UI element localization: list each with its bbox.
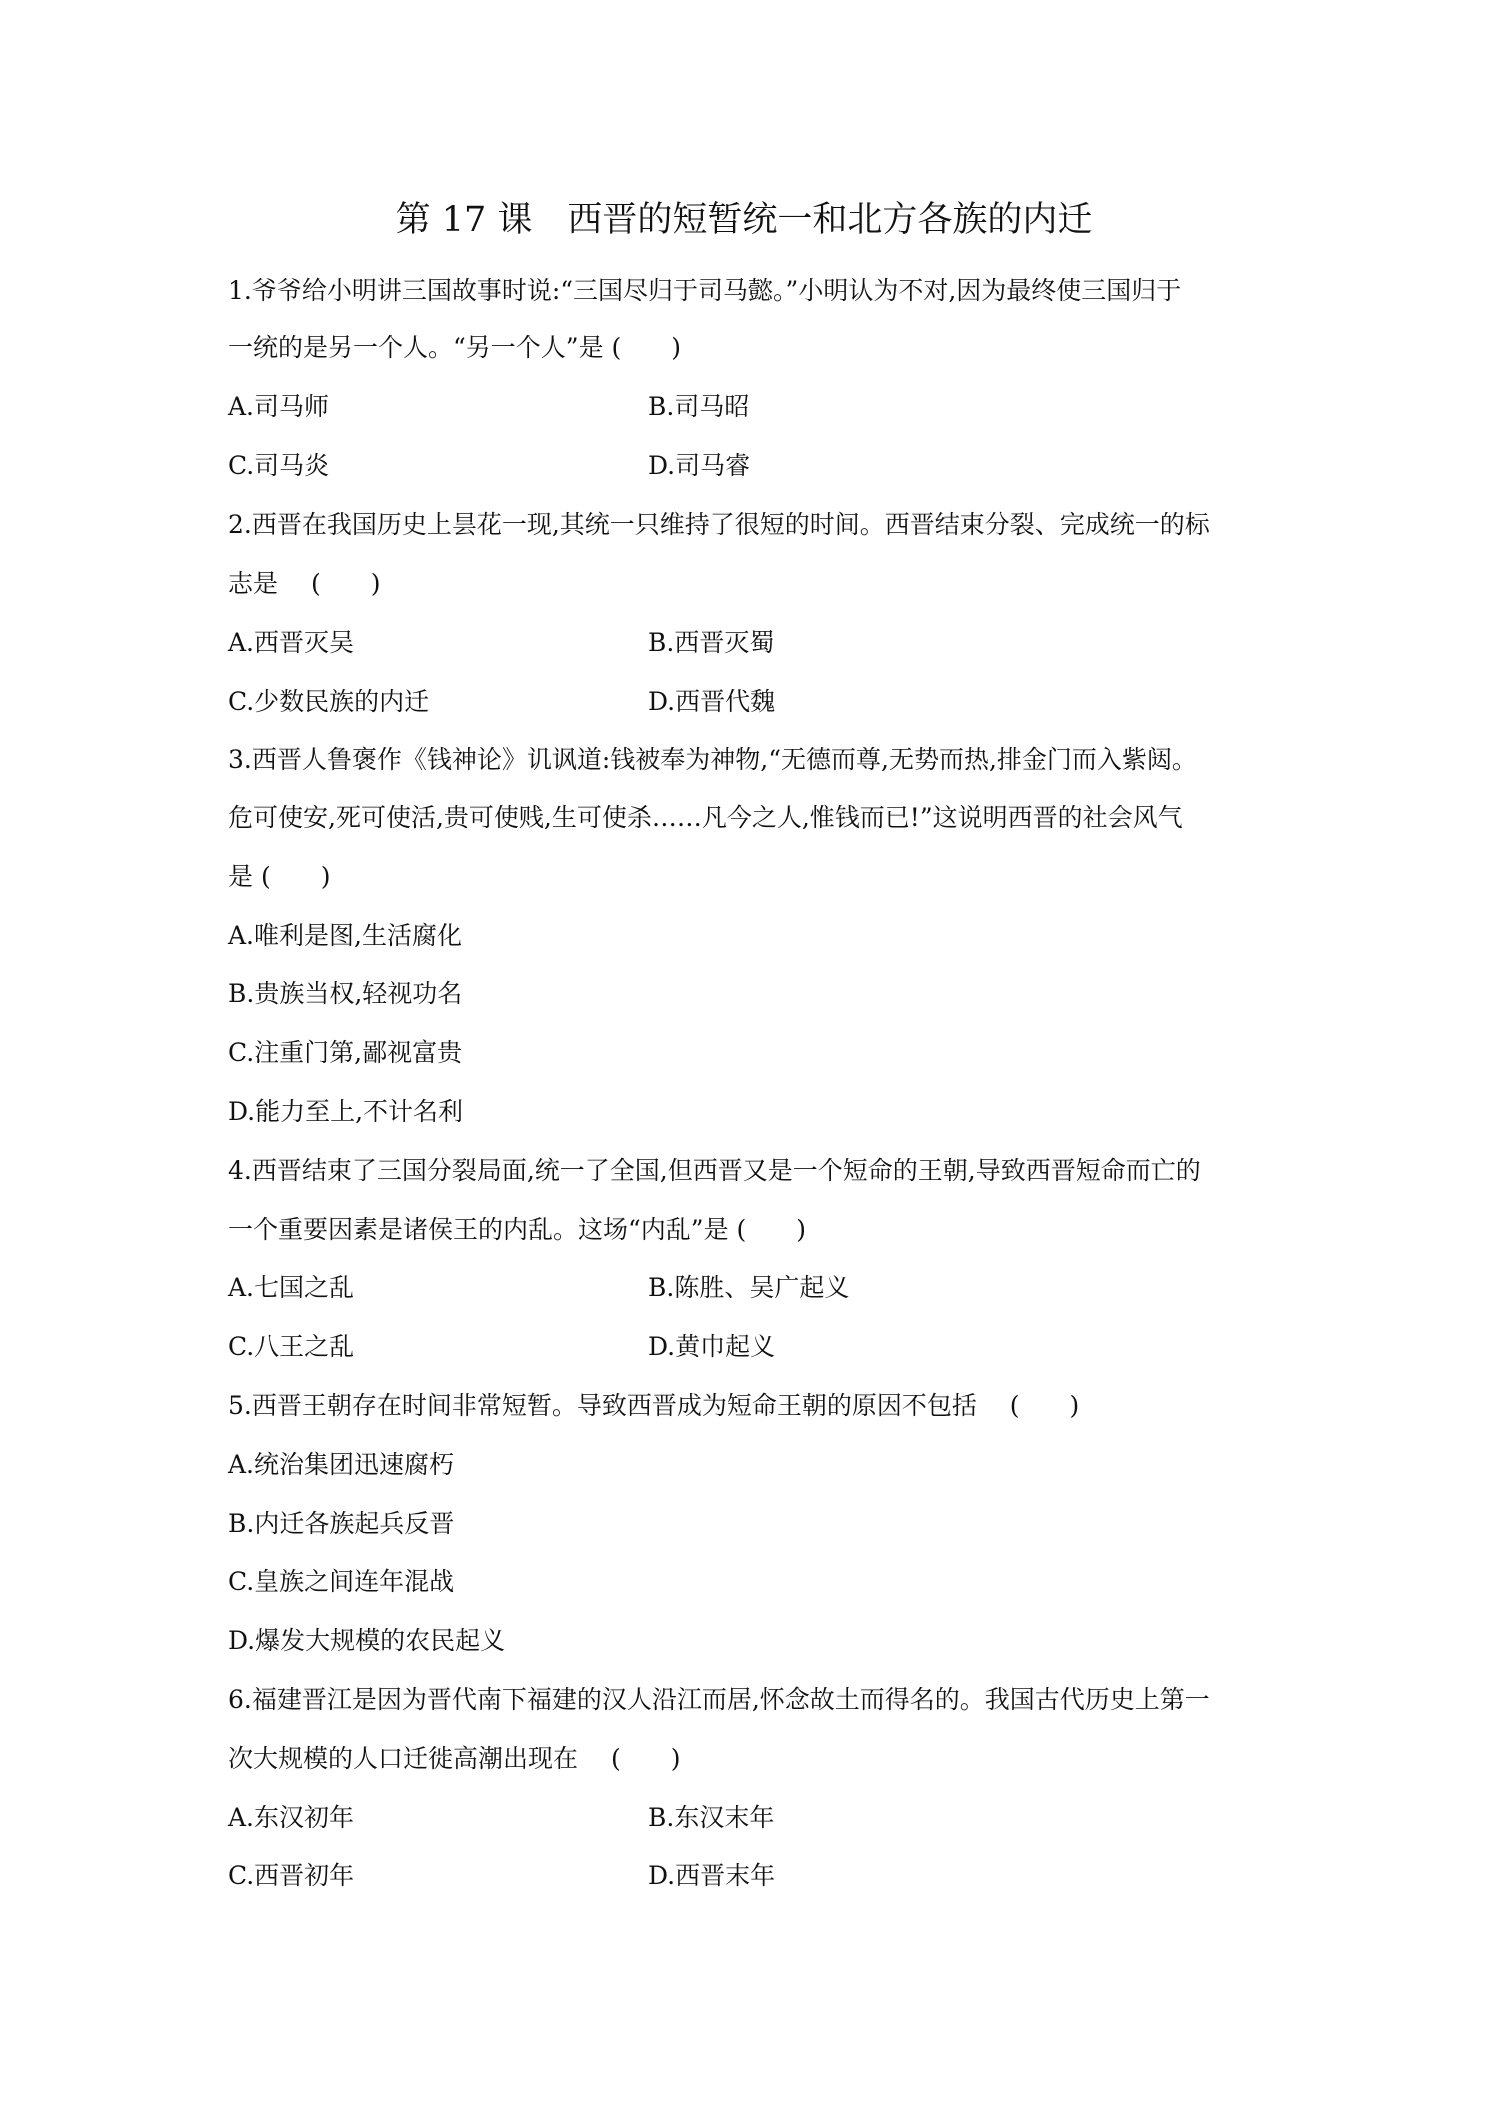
question-6-stem-line-1: 6.福建晋江是因为晋代南下福建的汉人沿江而居,怀念故土而得名的。我国古代历史上第一 [228,1685,1210,1714]
question-6-option-c: C.西晋初年 [228,1861,355,1890]
question-3-option-c: C.注重门第,鄙视富贵 [228,1038,463,1067]
question-4-option-b: B.陈胜、吴广起义 [648,1273,850,1302]
question-4-stem-line-1: 4.西晋结束了三国分裂局面,统一了全国,但西晋又是一个短命的王朝,导致西晋短命而亡的 [228,1156,1201,1185]
question-5-option-b: B.内迁各族起兵反晋 [228,1509,455,1538]
question-6-stem-line-2: 次大规模的人口迁徙高潮出现在 ( ) [228,1744,681,1773]
question-1-option-d: D.司马睿 [648,451,751,480]
question-2-option-b: B.西晋灭蜀 [648,628,775,657]
question-6-option-a: A.东汉初年 [228,1803,355,1832]
question-4-option-a: A.七国之乱 [228,1273,355,1302]
question-5-option-d: D.爆发大规模的农民起义 [228,1626,506,1655]
question-5-stem-line-1: 5.西晋王朝存在时间非常短暂。导致西晋成为短命王朝的原因不包括 ( ) [228,1391,1080,1420]
question-3-stem-line-1: 3.西晋人鲁褒作《钱神论》讥讽道:钱被奉为神物,“无德而尊,无势而热,排金门而入紫闼。 [228,745,1197,774]
question-5-option-a: A.统治集团迅速腐朽 [228,1450,455,1479]
question-1-stem-line-2: 一统的是另一个人。“另一个人”是 ( ) [228,333,682,362]
question-2-option-c: C.少数民族的内迁 [228,687,430,716]
question-1-stem-line-1: 1.爷爷给小明讲三国故事时说:“三国尽归于司马懿。”小明认为不对,因为最终使三国归于 [228,276,1182,305]
question-1-option-a: A.司马师 [228,392,330,421]
question-6-option-b: B.东汉末年 [648,1803,775,1832]
question-3-stem-line-2: 危可使安,死可使活,贵可使贱,生可使杀……凡今之人,惟钱而已!”这说明西晋的社会风气 [228,803,1183,832]
question-4-option-d: D.黄巾起义 [648,1332,776,1361]
question-1-option-b: B.司马昭 [648,392,750,421]
question-4-stem-line-2: 一个重要因素是诸侯王的内乱。这场“内乱”是 ( ) [228,1215,807,1244]
question-2-stem-line-2: 志是 ( ) [228,569,381,598]
question-6-option-d: D.西晋末年 [648,1861,776,1890]
question-5-option-c: C.皇族之间连年混战 [228,1567,455,1596]
page-title: 第 17 课 西晋的短暂统一和北方各族的内迁 [395,200,1093,240]
question-3-option-d: D.能力至上,不计名利 [228,1097,464,1126]
question-2-option-d: D.西晋代魏 [648,687,776,716]
question-3-option-b: B.贵族当权,轻视功名 [228,979,463,1008]
question-2-option-a: A.西晋灭吴 [228,628,355,657]
question-2-stem-line-1: 2.西晋在我国历史上昙花一现,其统一只维持了很短的时间。西晋结束分裂、完成统一的标 [228,510,1210,539]
question-3-option-a: A.唯利是图,生活腐化 [228,921,462,950]
question-3-stem-line-3: 是 ( ) [228,862,331,891]
question-4-option-c: C.八王之乱 [228,1332,355,1361]
question-1-option-c: C.司马炎 [228,451,330,480]
